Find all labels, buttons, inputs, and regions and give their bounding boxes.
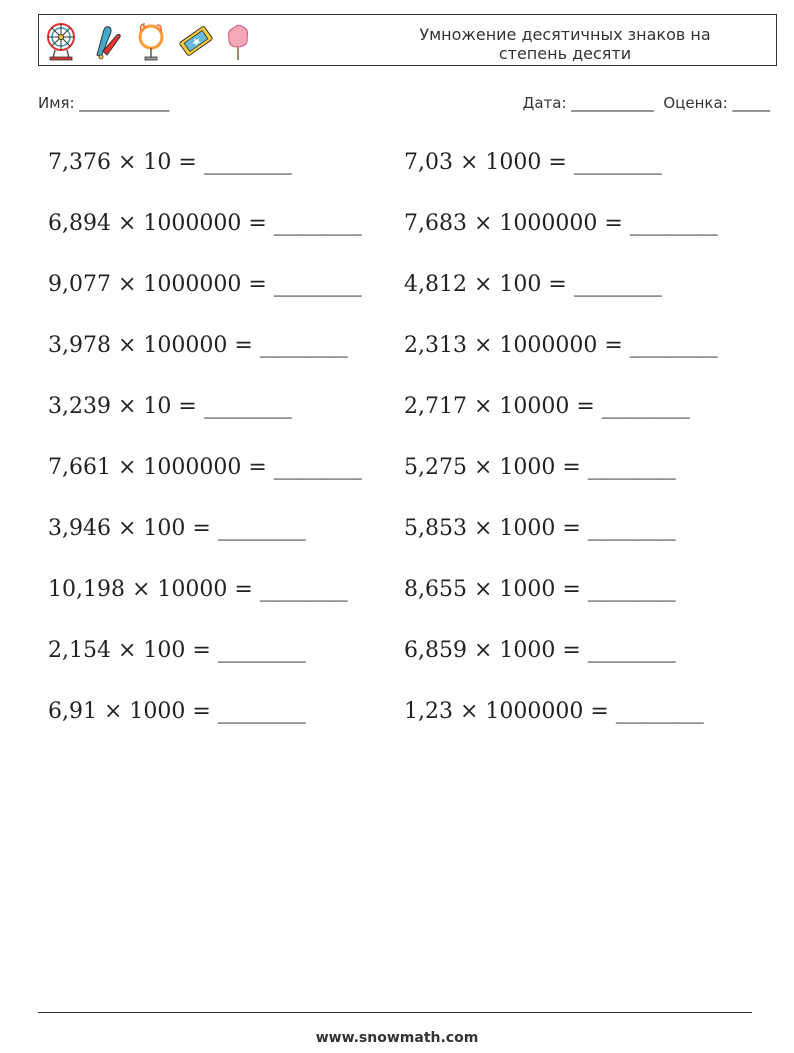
problem-right-7: 5,853 × 1000 = ________ [404,516,676,541]
cotton-candy-icon [225,21,251,61]
footer-divider [38,1012,752,1013]
problem-left-10: 6,91 × 1000 = ________ [48,699,306,724]
problem-left-1: 7,376 × 10 = ________ [48,150,292,175]
worksheet-header [38,14,777,66]
date-score-fields [523,94,770,112]
fire-hoop-icon [135,21,167,61]
date-field: Дата: ___________ [522,94,654,112]
problem-left-3: 9,077 × 1000000 = ________ [48,272,362,297]
problem-left-6: 7,661 × 1000000 = ________ [48,455,362,480]
problem-right-4: 2,313 × 1000000 = ________ [404,333,718,358]
ticket-icon [179,21,213,61]
problem-left-8: 10,198 × 10000 = ________ [48,577,348,602]
title-line-2: степень десяти [498,44,632,63]
problem-left-4: 3,978 × 100000 = ________ [48,333,348,358]
problem-right-6: 5,275 × 1000 = ________ [404,455,676,480]
problem-right-5: 2,717 × 10000 = ________ [404,394,690,419]
problem-left-5: 3,239 × 10 = ________ [48,394,292,419]
ferris-wheel-icon [45,21,77,61]
problem-left-9: 2,154 × 100 = ________ [48,638,306,663]
score-field: Оценка: _____ [663,94,770,112]
juggling-pins-icon [89,21,123,61]
problem-right-1: 7,03 × 1000 = ________ [404,150,662,175]
problem-right-10: 1,23 × 1000000 = ________ [404,699,704,724]
problem-right-3: 4,812 × 100 = ________ [404,272,662,297]
footer-url: www.snowmath.com [315,1030,479,1046]
worksheet-title [400,25,730,63]
problem-right-2: 7,683 × 1000000 = ________ [404,211,718,236]
header-icons [45,19,251,63]
problem-right-9: 6,859 × 1000 = ________ [404,638,676,663]
problem-right-8: 8,655 × 1000 = ________ [404,577,676,602]
problem-left-7: 3,946 × 100 = ________ [48,516,306,541]
name-field: Имя: ____________ [38,94,170,112]
title-line-1: Умножение десятичных знаков на [419,25,711,44]
problem-left-2: 6,894 × 1000000 = ________ [48,211,362,236]
